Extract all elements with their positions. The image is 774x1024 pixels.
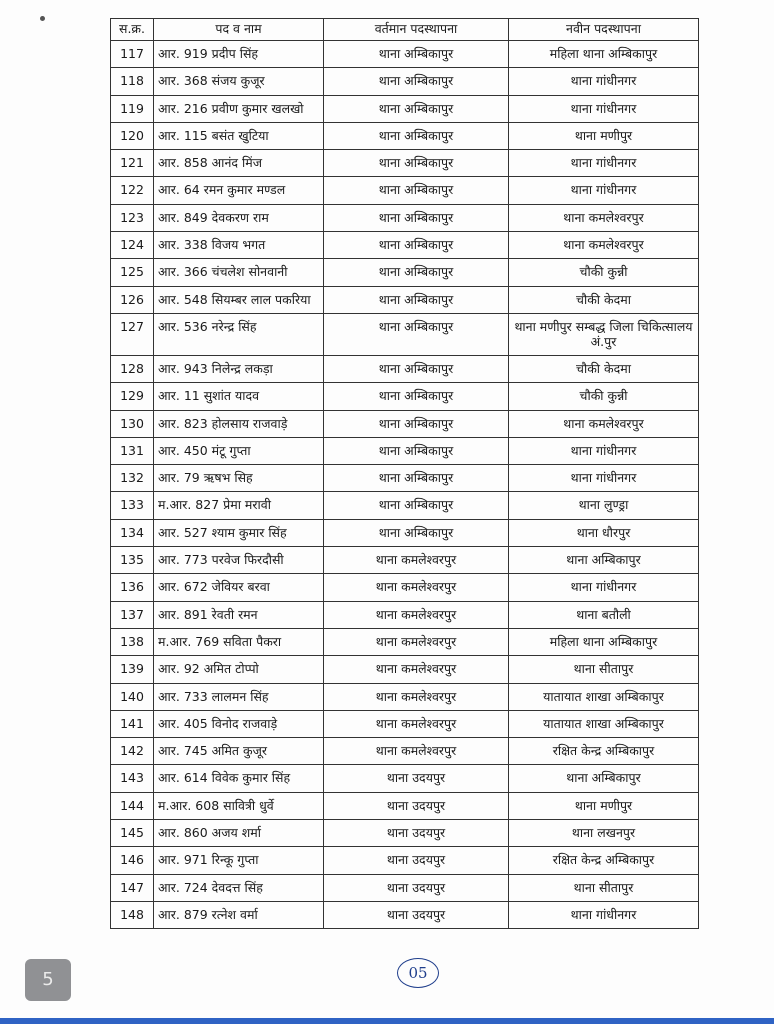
cell-serial-no: 145 (111, 820, 154, 847)
cell-serial-no: 146 (111, 847, 154, 874)
cell-serial-no: 121 (111, 150, 154, 177)
cell-post-and-name: आर. 527 श्याम कुमार सिंह (154, 519, 324, 546)
table-row (111, 492, 699, 519)
cell-new-posting: थाना लखनपुर (509, 820, 699, 847)
cell-serial-no: 127 (111, 313, 154, 355)
cell-current-posting: थाना कमलेश्वरपुर (324, 738, 509, 765)
cell-post-and-name: आर. 614 विवेक कुमार सिंह (154, 765, 324, 792)
cell-post-and-name: आर. 745 अमित कुजूर (154, 738, 324, 765)
cell-serial-no: 122 (111, 177, 154, 204)
table-row (111, 95, 699, 122)
cell-new-posting: थाना लुण्ड्रा (509, 492, 699, 519)
cell-current-posting: थाना कमलेश्वरपुर (324, 601, 509, 628)
cell-serial-no: 138 (111, 628, 154, 655)
cell-new-posting: यातायात शाखा अम्बिकापुर (509, 683, 699, 710)
table-row (111, 68, 699, 95)
table-row (111, 901, 699, 928)
table-row (111, 820, 699, 847)
cell-current-posting: थाना अम्बिकापुर (324, 122, 509, 149)
cell-new-posting: थाना गांधीनगर (509, 177, 699, 204)
cell-serial-no: 141 (111, 710, 154, 737)
cell-serial-no: 147 (111, 874, 154, 901)
cell-new-posting: चौकी केदमा (509, 286, 699, 313)
table-row (111, 601, 699, 628)
cell-post-and-name: आर. 11 सुशांत यादव (154, 383, 324, 410)
cell-new-posting: थाना गांधीनगर (509, 68, 699, 95)
header-new-posting: नवीन पदस्थापना (509, 19, 699, 41)
cell-current-posting: थाना अम्बिकापुर (324, 41, 509, 68)
cell-post-and-name: आर. 858 आनंद मिंज (154, 150, 324, 177)
table-row (111, 710, 699, 737)
header-post-and-name: पद व नाम (154, 19, 324, 41)
cell-serial-no: 130 (111, 410, 154, 437)
cell-new-posting: थाना कमलेश्वरपुर (509, 410, 699, 437)
table-row (111, 874, 699, 901)
table-row (111, 519, 699, 546)
cell-current-posting: थाना कमलेश्वरपुर (324, 574, 509, 601)
table-row (111, 410, 699, 437)
cell-serial-no: 120 (111, 122, 154, 149)
cell-post-and-name: आर. 919 प्रदीप सिंह (154, 41, 324, 68)
cell-serial-no: 129 (111, 383, 154, 410)
cell-serial-no: 137 (111, 601, 154, 628)
cell-post-and-name: आर. 860 अजय शर्मा (154, 820, 324, 847)
cell-new-posting: थाना मणीपुर (509, 122, 699, 149)
cell-current-posting: थाना उदयपुर (324, 765, 509, 792)
cell-current-posting: थाना अम्बिकापुर (324, 410, 509, 437)
cell-serial-no: 142 (111, 738, 154, 765)
cell-new-posting: थाना सीतापुर (509, 874, 699, 901)
header-current-posting: वर्तमान पदस्थापना (324, 19, 509, 41)
cell-serial-no: 119 (111, 95, 154, 122)
cell-serial-no: 135 (111, 547, 154, 574)
cell-new-posting: महिला थाना अम्बिकापुर (509, 41, 699, 68)
cell-current-posting: थाना कमलेश्वरपुर (324, 656, 509, 683)
cell-post-and-name: आर. 548 सियम्बर लाल पकरिया (154, 286, 324, 313)
cell-current-posting: थाना अम्बिकापुर (324, 232, 509, 259)
cell-post-and-name: म.आर. 769 सविता पैकरा (154, 628, 324, 655)
table-row (111, 628, 699, 655)
cell-current-posting: थाना अम्बिकापुर (324, 383, 509, 410)
cell-new-posting: थाना गांधीनगर (509, 150, 699, 177)
cell-serial-no: 133 (111, 492, 154, 519)
cell-post-and-name: आर. 724 देवदत्त सिंह (154, 874, 324, 901)
cell-serial-no: 136 (111, 574, 154, 601)
cell-new-posting: थाना कमलेश्वरपुर (509, 232, 699, 259)
table-row (111, 683, 699, 710)
header-serial-no: स.क्र. (111, 19, 154, 41)
table-row (111, 286, 699, 313)
table-row (111, 355, 699, 382)
table-row (111, 547, 699, 574)
cell-current-posting: थाना उदयपुर (324, 847, 509, 874)
cell-post-and-name: आर. 366 चंचलेश सोनवानी (154, 259, 324, 286)
table-row (111, 150, 699, 177)
cell-new-posting: थाना अम्बिकापुर (509, 765, 699, 792)
table-row (111, 177, 699, 204)
table-row (111, 765, 699, 792)
cell-post-and-name: आर. 450 मंटू गुप्ता (154, 437, 324, 464)
table-row (111, 656, 699, 683)
cell-post-and-name: आर. 733 लालमन सिंह (154, 683, 324, 710)
table-header-row (111, 19, 699, 41)
cell-post-and-name: म.आर. 827 प्रेमा मरावी (154, 492, 324, 519)
cell-post-and-name: आर. 64 रमन कुमार मण्डल (154, 177, 324, 204)
cell-current-posting: थाना उदयपुर (324, 874, 509, 901)
cell-post-and-name: आर. 405 विनोद राजवाड़े (154, 710, 324, 737)
cell-post-and-name: आर. 338 विजय भगत (154, 232, 324, 259)
cell-current-posting: थाना अम्बिकापुर (324, 286, 509, 313)
cell-post-and-name: आर. 115 बसंत खुटिया (154, 122, 324, 149)
cell-new-posting: रक्षित केन्द्र अम्बिकापुर (509, 847, 699, 874)
cell-current-posting: थाना अम्बिकापुर (324, 437, 509, 464)
cell-post-and-name: आर. 971 रिन्कू गुप्ता (154, 847, 324, 874)
cell-new-posting: यातायात शाखा अम्बिकापुर (509, 710, 699, 737)
cell-current-posting: थाना अम्बिकापुर (324, 355, 509, 382)
cell-new-posting: चौकी कुन्नी (509, 383, 699, 410)
cell-new-posting: चौकी कुन्नी (509, 259, 699, 286)
table-row (111, 792, 699, 819)
cell-new-posting: थाना बतौली (509, 601, 699, 628)
cell-current-posting: थाना अम्बिकापुर (324, 465, 509, 492)
viewer-page-indicator[interactable]: 5 (25, 959, 71, 1001)
cell-new-posting: थाना अम्बिकापुर (509, 547, 699, 574)
cell-post-and-name: आर. 823 होलसाय राजवाड़े (154, 410, 324, 437)
cell-new-posting: थाना कमलेश्वरपुर (509, 204, 699, 231)
cell-new-posting: थाना गांधीनगर (509, 574, 699, 601)
cell-new-posting: थाना धौरपुर (509, 519, 699, 546)
cell-post-and-name: आर. 943 निलेन्द्र लकड़ा (154, 355, 324, 382)
cell-current-posting: थाना कमलेश्वरपुर (324, 683, 509, 710)
table-row (111, 204, 699, 231)
scan-speck (40, 16, 45, 21)
cell-current-posting: थाना अम्बिकापुर (324, 68, 509, 95)
cell-serial-no: 123 (111, 204, 154, 231)
cell-new-posting: थाना गांधीनगर (509, 901, 699, 928)
cell-post-and-name: आर. 672 जेवियर बरवा (154, 574, 324, 601)
cell-serial-no: 139 (111, 656, 154, 683)
table-row (111, 738, 699, 765)
cell-serial-no: 117 (111, 41, 154, 68)
cell-post-and-name: आर. 879 रत्नेश वर्मा (154, 901, 324, 928)
table-row (111, 313, 699, 355)
cell-current-posting: थाना अम्बिकापुर (324, 259, 509, 286)
table-row (111, 41, 699, 68)
cell-current-posting: थाना अम्बिकापुर (324, 95, 509, 122)
page-number-stamp: 05 (397, 958, 439, 988)
table-row (111, 847, 699, 874)
cell-new-posting: थाना मणीपुर सम्बद्ध जिला चिकित्सालय अं.पुर (509, 313, 699, 355)
cell-current-posting: थाना कमलेश्वरपुर (324, 628, 509, 655)
cell-post-and-name: आर. 773 परवेज फिरदौसी (154, 547, 324, 574)
cell-new-posting: थाना गांधीनगर (509, 95, 699, 122)
cell-post-and-name: म.आर. 608 सावित्री धुर्वे (154, 792, 324, 819)
table-row (111, 259, 699, 286)
cell-current-posting: थाना अम्बिकापुर (324, 150, 509, 177)
cell-new-posting: थाना गांधीनगर (509, 465, 699, 492)
cell-current-posting: थाना अम्बिकापुर (324, 519, 509, 546)
cell-current-posting: थाना उदयपुर (324, 901, 509, 928)
cell-post-and-name: आर. 891 रेवती रमन (154, 601, 324, 628)
cell-serial-no: 124 (111, 232, 154, 259)
cell-post-and-name: आर. 368 संजय कुजूर (154, 68, 324, 95)
cell-current-posting: थाना उदयपुर (324, 820, 509, 847)
table-row (111, 437, 699, 464)
cell-serial-no: 140 (111, 683, 154, 710)
cell-current-posting: थाना अम्बिकापुर (324, 492, 509, 519)
cell-current-posting: थाना अम्बिकापुर (324, 204, 509, 231)
cell-current-posting: थाना कमलेश्वरपुर (324, 710, 509, 737)
cell-serial-no: 131 (111, 437, 154, 464)
cell-serial-no: 148 (111, 901, 154, 928)
cell-serial-no: 126 (111, 286, 154, 313)
cell-current-posting: थाना अम्बिकापुर (324, 177, 509, 204)
table-row (111, 383, 699, 410)
cell-current-posting: थाना कमलेश्वरपुर (324, 547, 509, 574)
cell-serial-no: 128 (111, 355, 154, 382)
table-row (111, 465, 699, 492)
transfer-table (110, 18, 699, 929)
viewer-bottom-bar (0, 1018, 774, 1024)
cell-new-posting: महिला थाना अम्बिकापुर (509, 628, 699, 655)
cell-new-posting: रक्षित केन्द्र अम्बिकापुर (509, 738, 699, 765)
cell-new-posting: थाना मणीपुर (509, 792, 699, 819)
cell-serial-no: 144 (111, 792, 154, 819)
cell-serial-no: 118 (111, 68, 154, 95)
table-row (111, 232, 699, 259)
cell-post-and-name: आर. 79 ऋषभ सिह (154, 465, 324, 492)
cell-current-posting: थाना उदयपुर (324, 792, 509, 819)
cell-serial-no: 143 (111, 765, 154, 792)
table-row (111, 574, 699, 601)
cell-post-and-name: आर. 536 नरेन्द्र सिंह (154, 313, 324, 355)
cell-serial-no: 132 (111, 465, 154, 492)
cell-post-and-name: आर. 92 अमित टोप्पो (154, 656, 324, 683)
cell-new-posting: थाना सीतापुर (509, 656, 699, 683)
cell-post-and-name: आर. 216 प्रवीण कुमार खलखो (154, 95, 324, 122)
cell-new-posting: थाना गांधीनगर (509, 437, 699, 464)
cell-serial-no: 134 (111, 519, 154, 546)
cell-post-and-name: आर. 849 देवकरण राम (154, 204, 324, 231)
table-row (111, 122, 699, 149)
cell-serial-no: 125 (111, 259, 154, 286)
cell-current-posting: थाना अम्बिकापुर (324, 313, 509, 355)
cell-new-posting: चौकी केदमा (509, 355, 699, 382)
